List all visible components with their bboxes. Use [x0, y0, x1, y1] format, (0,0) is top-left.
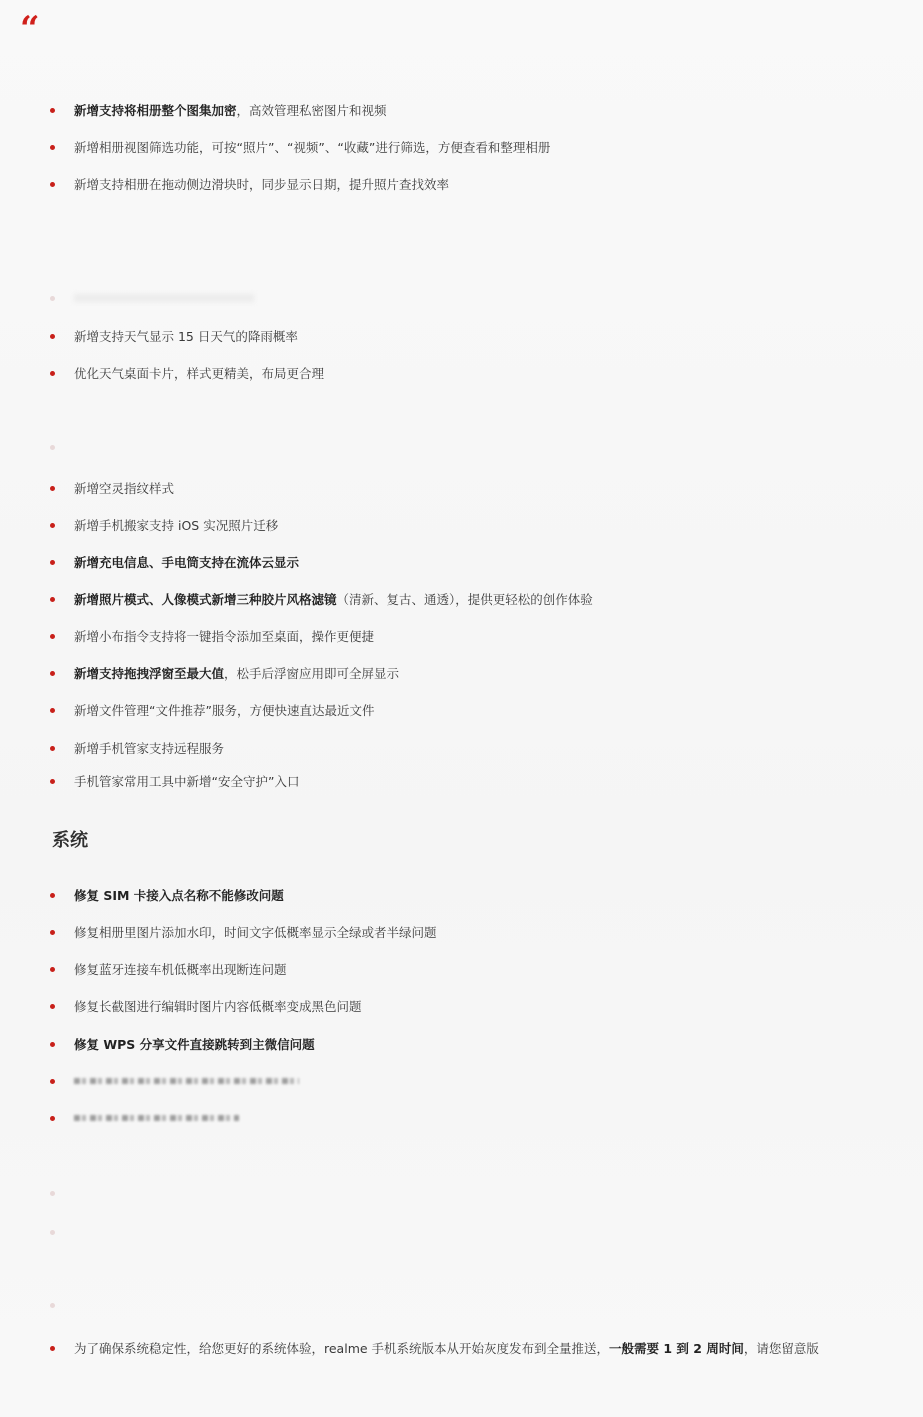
item-text: 修复蓝牙连接车机低概率出现断连问题: [74, 962, 287, 977]
list-item: [50, 959, 287, 979]
list-item: [50, 885, 284, 905]
bullet-icon: [50, 634, 55, 639]
item-text: 新增手机管家支持远程服务: [74, 741, 225, 756]
bullet-icon: [50, 296, 55, 301]
item-text: 新增支持相册在拖动侧边滑块时，同步显示日期，提升照片查找效率: [74, 177, 450, 192]
list-item: [50, 771, 299, 791]
list-item: [50, 174, 449, 194]
item-bold-text: 新增充电信息、手电筒支持在流体云显示: [74, 555, 300, 570]
quote-mark-icon: “: [20, 9, 40, 49]
faded-list-item: [50, 1222, 74, 1242]
bullet-icon: [50, 967, 55, 972]
bullet-icon: [50, 779, 55, 784]
section-heading: 系统: [52, 830, 88, 851]
list-item: [50, 515, 278, 535]
bullet-icon: [50, 371, 55, 376]
bullet-icon: [50, 334, 55, 339]
item-text: 修复长截图进行编辑时图片内容低概率变成黑色问题: [74, 999, 362, 1014]
bullet-icon: [50, 523, 55, 528]
bullet-icon: [50, 746, 55, 751]
bullet-icon: [50, 145, 55, 150]
item-text: ，请您留意版: [743, 1341, 819, 1356]
bullet-icon: [50, 1116, 55, 1121]
list-item: [50, 738, 224, 758]
bullet-icon: [50, 1042, 55, 1047]
list-item: [50, 363, 324, 383]
list-item: [50, 137, 550, 157]
item-text: 新增相册视图筛选功能，可按“照片”、“视频”、“收藏”进行筛选，方便查看和整理相册: [74, 140, 551, 155]
faded-list-item: [50, 1183, 74, 1203]
bullet-icon: [50, 1346, 55, 1351]
bullet-icon: [50, 445, 55, 450]
bullet-icon: [50, 893, 55, 898]
bullet-icon: [50, 930, 55, 935]
bullet-icon: [50, 1079, 55, 1084]
bullet-icon: [50, 1004, 55, 1009]
faded-list-item: [50, 288, 254, 308]
list-item: [50, 1338, 819, 1358]
item-bold-text: 新增支持将相册整个图集加密: [74, 103, 237, 118]
bullet-icon: [50, 1191, 55, 1196]
item-text: （清新、复古、通透），提供更轻松的创作体验: [336, 592, 593, 607]
bullet-icon: [50, 708, 55, 713]
bullet-icon: [50, 182, 55, 187]
item-text: 手机管家常用工具中新增“安全守护”入口: [74, 774, 300, 789]
list-item: [50, 552, 299, 572]
blurred-text: [74, 1115, 239, 1121]
list-item: [50, 326, 298, 346]
item-text: 修复相册里图片添加水印，时间文字低概率显示全绿或者半绿问题: [74, 925, 437, 940]
item-text: 新增支持天气显示 15 日天气的降雨概率: [74, 329, 298, 344]
blurred-list-item: [50, 1071, 299, 1091]
list-item: [50, 589, 593, 609]
item-text: 优化天气桌面卡片，样式更精美，布局更合理: [74, 366, 325, 381]
list-item: [50, 663, 399, 683]
item-bold-text: 新增支持拖拽浮窗至最大值: [74, 666, 225, 681]
item-bold-text: 新增照片模式、人像模式新增三种胶片风格滤镜: [74, 592, 337, 607]
item-text: 为了确保系统稳定性，给您更好的系统体验，realme 手机系统版本从开始灰度发布到全量推送，: [74, 1341, 610, 1356]
faded-text: [74, 294, 254, 302]
item-bold-text: 一般需要 1 到 2 周时间: [609, 1341, 744, 1356]
item-text: 新增空灵指纹样式: [74, 481, 175, 496]
bullet-icon: [50, 486, 55, 491]
list-item: [50, 100, 387, 120]
list-item: [50, 996, 362, 1016]
faded-list-item: [50, 437, 74, 457]
bullet-icon: [50, 1303, 55, 1308]
bullet-icon: [50, 671, 55, 676]
bullet-icon: [50, 560, 55, 565]
blurred-list-item: [50, 1108, 239, 1128]
item-bold-text: 修复 SIM 卡接入点名称不能修改问题: [74, 888, 284, 903]
item-text: 新增文件管理“文件推荐”服务，方便快速直达最近文件: [74, 703, 375, 718]
item-text: ，高效管理私密图片和视频: [236, 103, 387, 118]
item-text: 新增小布指令支持将一键指令添加至桌面，操作更便捷: [74, 629, 375, 644]
blurred-text: [74, 1078, 299, 1084]
bullet-icon: [50, 597, 55, 602]
item-bold-text: 修复 WPS 分享文件直接跳转到主微信问题: [74, 1037, 315, 1052]
faded-list-item: [50, 1295, 74, 1315]
list-item: [50, 626, 374, 646]
list-item: [50, 700, 374, 720]
item-text: ，松手后浮窗应用即可全屏显示: [224, 666, 400, 681]
bullet-icon: [50, 1230, 55, 1235]
list-item: [50, 478, 174, 498]
list-item: [50, 1034, 315, 1054]
item-text: 新增手机搬家支持 iOS 实况照片迁移: [74, 518, 279, 533]
bullet-icon: [50, 108, 55, 113]
list-item: [50, 922, 437, 942]
